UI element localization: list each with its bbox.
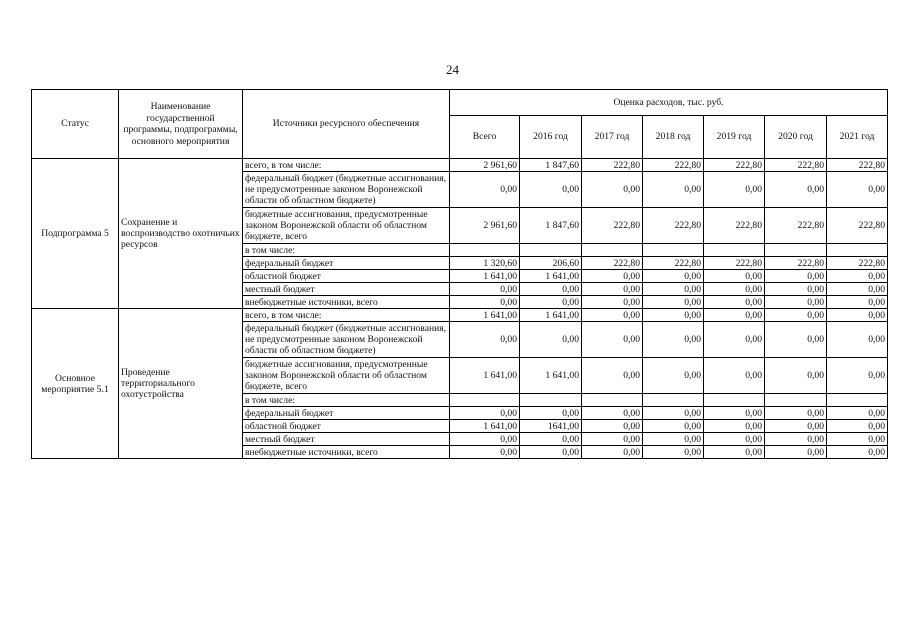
header-status: Статус [32, 90, 119, 159]
amount-cell [827, 244, 888, 257]
amount-cell [520, 244, 582, 257]
amount-cell: 0,00 [582, 407, 643, 420]
funding-source: всего, в том числе: [243, 309, 450, 322]
amount-cell: 0,00 [582, 172, 643, 208]
amount-cell: 0,00 [520, 433, 582, 446]
amount-cell: 0,00 [450, 283, 520, 296]
amount-cell: 0,00 [765, 172, 827, 208]
amount-cell: 1 641,00 [450, 420, 520, 433]
amount-cell: 1 641,00 [520, 309, 582, 322]
amount-cell: 0,00 [827, 322, 888, 358]
amount-cell [765, 244, 827, 257]
amount-cell: 0,00 [827, 433, 888, 446]
amount-cell: 0,00 [643, 296, 704, 309]
amount-cell: 222,80 [643, 208, 704, 244]
funding-source: в том числе: [243, 394, 450, 407]
amount-cell: 1 847,60 [520, 208, 582, 244]
funding-source: внебюджетные источники, всего [243, 446, 450, 459]
amount-cell: 0,00 [582, 358, 643, 394]
amount-cell [643, 244, 704, 257]
amount-cell: 1641,00 [520, 420, 582, 433]
amount-cell [582, 394, 643, 407]
amount-cell [450, 394, 520, 407]
funding-source: федеральный бюджет [243, 257, 450, 270]
amount-cell: 0,00 [765, 420, 827, 433]
amount-cell: 0,00 [704, 446, 765, 459]
amount-cell: 222,80 [643, 257, 704, 270]
amount-cell: 0,00 [520, 283, 582, 296]
amount-cell: 0,00 [643, 309, 704, 322]
amount-cell: 0,00 [827, 309, 888, 322]
amount-cell: 2 961,60 [450, 159, 520, 172]
amount-cell: 0,00 [643, 407, 704, 420]
amount-cell: 0,00 [704, 420, 765, 433]
header-col-total: Всего [450, 116, 520, 159]
amount-cell: 0,00 [827, 358, 888, 394]
amount-cell: 0,00 [765, 270, 827, 283]
amount-cell: 0,00 [765, 309, 827, 322]
amount-cell: 222,80 [765, 208, 827, 244]
amount-cell: 0,00 [643, 420, 704, 433]
row-name: Сохранение и воспроизводство охотничьих ресурсов [119, 159, 243, 309]
amount-cell [827, 394, 888, 407]
amount-cell: 0,00 [582, 283, 643, 296]
amount-cell: 0,00 [827, 407, 888, 420]
amount-cell: 1 641,00 [520, 270, 582, 283]
amount-cell: 0,00 [765, 296, 827, 309]
funding-source: областной бюджет [243, 420, 450, 433]
amount-cell: 222,80 [765, 257, 827, 270]
amount-cell: 0,00 [827, 420, 888, 433]
amount-cell: 1 320,60 [450, 257, 520, 270]
amount-cell: 0,00 [827, 296, 888, 309]
amount-cell: 0,00 [450, 446, 520, 459]
row-status: Подпрограмма 5 [32, 159, 119, 309]
amount-cell: 0,00 [643, 283, 704, 296]
funding-source: местный бюджет [243, 433, 450, 446]
funding-source: бюджетные ассигнования, предусмотренные законом Воронежской области об областном бюджете, всего [243, 208, 450, 244]
expense-table [31, 89, 888, 459]
funding-source: в том числе: [243, 244, 450, 257]
amount-cell: 0,00 [450, 172, 520, 208]
amount-cell: 0,00 [450, 322, 520, 358]
header-name: Наименование государственной программы, подпрограммы, основного мероприятия [119, 90, 243, 159]
amount-cell [704, 244, 765, 257]
header-col-2017: 2017 год [582, 116, 643, 159]
header-col-2016: 2016 год [520, 116, 582, 159]
amount-cell [765, 394, 827, 407]
amount-cell: 1 641,00 [450, 309, 520, 322]
amount-cell: 0,00 [450, 433, 520, 446]
amount-cell [582, 244, 643, 257]
amount-cell [704, 394, 765, 407]
funding-source: местный бюджет [243, 283, 450, 296]
amount-cell: 0,00 [582, 420, 643, 433]
amount-cell: 0,00 [704, 433, 765, 446]
amount-cell: 0,00 [765, 322, 827, 358]
amount-cell: 0,00 [827, 283, 888, 296]
amount-cell: 0,00 [827, 270, 888, 283]
amount-cell: 0,00 [704, 407, 765, 420]
table-body [32, 159, 888, 459]
amount-cell: 1 641,00 [520, 358, 582, 394]
amount-cell: 0,00 [704, 283, 765, 296]
amount-cell [520, 394, 582, 407]
amount-cell: 0,00 [582, 309, 643, 322]
amount-cell: 0,00 [582, 446, 643, 459]
amount-cell: 0,00 [520, 322, 582, 358]
amount-cell [643, 394, 704, 407]
amount-cell: 206,60 [520, 257, 582, 270]
funding-source: внебюджетные источники, всего [243, 296, 450, 309]
header-col-2021: 2021 год [827, 116, 888, 159]
amount-cell: 222,80 [827, 208, 888, 244]
row-name: Проведение территориального охотустройства [119, 309, 243, 459]
funding-source: бюджетные ассигнования, предусмотренные законом Воронежской области об областном бюджете, всего [243, 358, 450, 394]
table-row [32, 159, 888, 172]
amount-cell: 1 641,00 [450, 270, 520, 283]
amount-cell: 1 847,60 [520, 159, 582, 172]
amount-cell: 222,80 [704, 208, 765, 244]
amount-cell: 0,00 [520, 172, 582, 208]
amount-cell: 0,00 [704, 322, 765, 358]
amount-cell: 0,00 [643, 433, 704, 446]
amount-cell: 0,00 [704, 172, 765, 208]
amount-cell: 222,80 [582, 208, 643, 244]
amount-cell: 0,00 [704, 270, 765, 283]
amount-cell: 0,00 [582, 433, 643, 446]
amount-cell: 0,00 [643, 446, 704, 459]
amount-cell: 0,00 [520, 407, 582, 420]
amount-cell: 0,00 [827, 446, 888, 459]
amount-cell: 0,00 [704, 296, 765, 309]
amount-cell: 0,00 [450, 407, 520, 420]
amount-cell: 0,00 [765, 358, 827, 394]
funding-source: областной бюджет [243, 270, 450, 283]
amount-cell: 2 961,60 [450, 208, 520, 244]
amount-cell: 0,00 [827, 172, 888, 208]
header-col-2018: 2018 год [643, 116, 704, 159]
header-col-2020: 2020 год [765, 116, 827, 159]
amount-cell: 222,80 [582, 257, 643, 270]
amount-cell: 222,80 [704, 257, 765, 270]
amount-cell: 0,00 [765, 446, 827, 459]
amount-cell: 0,00 [582, 270, 643, 283]
amount-cell: 0,00 [765, 283, 827, 296]
header-col-2019: 2019 год [704, 116, 765, 159]
amount-cell [450, 244, 520, 257]
amount-cell: 0,00 [643, 172, 704, 208]
amount-cell: 0,00 [520, 296, 582, 309]
funding-source: всего, в том числе: [243, 159, 450, 172]
header-source: Источники ресурсного обеспечения [243, 90, 450, 159]
amount-cell: 0,00 [450, 296, 520, 309]
funding-source: федеральный бюджет (бюджетные ассигнования, не предусмотренные законом Воронежской области об областном бюджете) [243, 172, 450, 208]
amount-cell: 0,00 [704, 309, 765, 322]
amount-cell: 1 641,00 [450, 358, 520, 394]
page-number: 24 [446, 62, 459, 77]
amount-cell: 222,80 [827, 257, 888, 270]
funding-source: федеральный бюджет [243, 407, 450, 420]
amount-cell: 0,00 [704, 358, 765, 394]
amount-cell: 0,00 [582, 322, 643, 358]
row-status: Основное мероприятие 5.1 [32, 309, 119, 459]
amount-cell: 222,80 [827, 159, 888, 172]
amount-cell: 222,80 [704, 159, 765, 172]
header-estimate: Оценка расходов, тыс. руб. [450, 90, 888, 116]
amount-cell: 222,80 [582, 159, 643, 172]
amount-cell: 0,00 [765, 433, 827, 446]
amount-cell: 0,00 [765, 407, 827, 420]
funding-source: федеральный бюджет (бюджетные ассигнования, не предусмотренные законом Воронежской области об областном бюджете) [243, 322, 450, 358]
amount-cell: 0,00 [582, 296, 643, 309]
table-row [32, 309, 888, 322]
amount-cell: 0,00 [520, 446, 582, 459]
amount-cell: 222,80 [643, 159, 704, 172]
amount-cell: 0,00 [643, 322, 704, 358]
amount-cell: 222,80 [765, 159, 827, 172]
amount-cell: 0,00 [643, 270, 704, 283]
amount-cell: 0,00 [643, 358, 704, 394]
